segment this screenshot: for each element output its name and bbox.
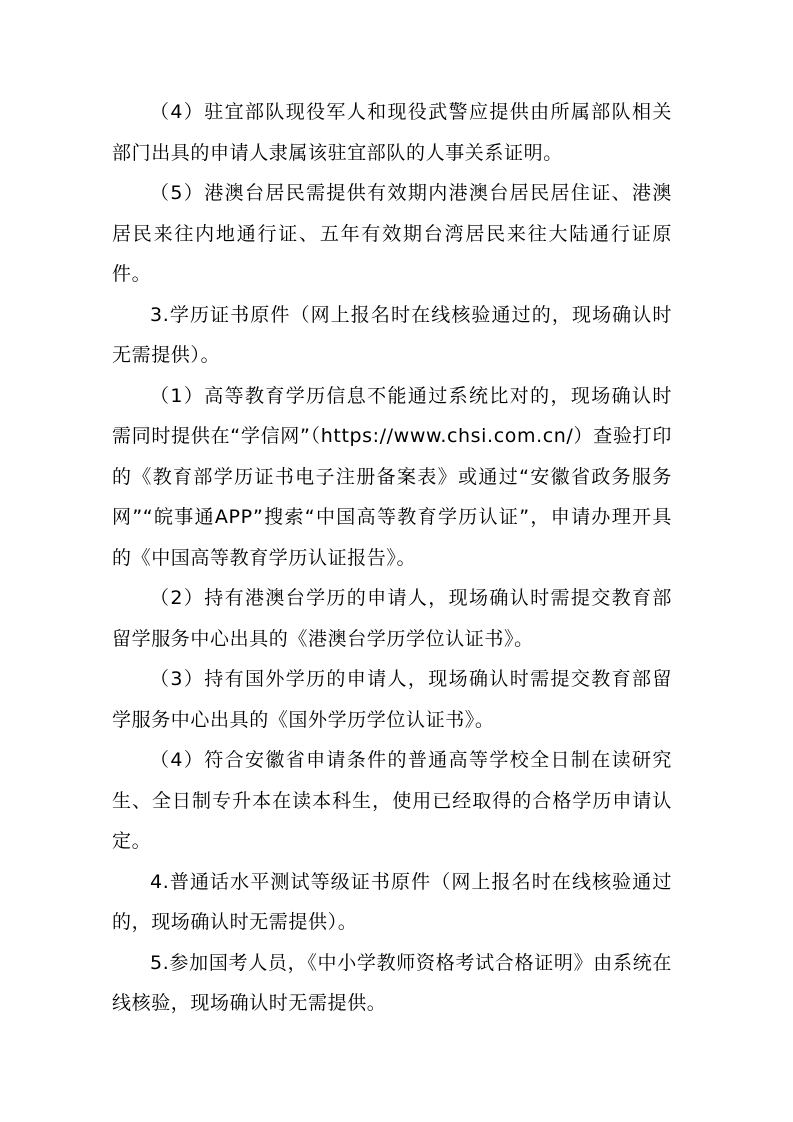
paragraph-2-hk-macao-taiwan-degree: （2）持有港澳台学历的申请人，现场确认时需提交教育部留学服务中心出具的《港澳台学历学位认证书》。 (112, 587, 672, 650)
paragraph-mandarin-certificate: 4.普通话水平测试等级证书原件（网上报名时在线核验通过的，现场确认时无需提供）。 (112, 870, 672, 933)
paragraph-national-exam: 5.参加国考人员，《中小学教师资格考试合格证明》由系统在线核验，现场确认时无需提供。 (112, 951, 672, 1014)
paragraph-3-foreign-degree: （3）持有国外学历的申请人，现场确认时需提交教育部留学服务中心出具的《国外学历学位认证书》。 (112, 668, 672, 731)
paragraph-1-higher-education-verification: （1）高等教育学历信息不能通过系统比对的，现场确认时需同时提供在“学信网”（https://www.chsi.com.cn/）查验打印的《教育部学历证书电子注册备案表》或通过“安徽省政务服务网”“皖事通APP”搜索“中国高等教育学历认证”，申请办理开具的《中国高等教育学历认证报告》。 (112, 384, 672, 569)
paragraph-4-current-students: （4）符合安徽省申请条件的普通高等学校全日制在读研究生、全日制专升本在读本科生，使用已经取得的合格学历申请认定。 (112, 749, 672, 852)
paragraph-5-hk-macao-taiwan-residents: （5）港澳台居民需提供有效期内港澳台居民居住证、港澳居民来往内地通行证、五年有效期台湾居民来往大陆通行证原件。 (112, 182, 672, 285)
paragraph-4-military: （4）驻宜部队现役军人和现役武警应提供由所属部队相关部门出具的申请人隶属该驻宜部队的人事关系证明。 (112, 101, 672, 164)
paragraph-education-certificate: 3.学历证书原件（网上报名时在线核验通过的，现场确认时无需提供）。 (112, 303, 672, 366)
document-body (112, 92, 672, 1024)
